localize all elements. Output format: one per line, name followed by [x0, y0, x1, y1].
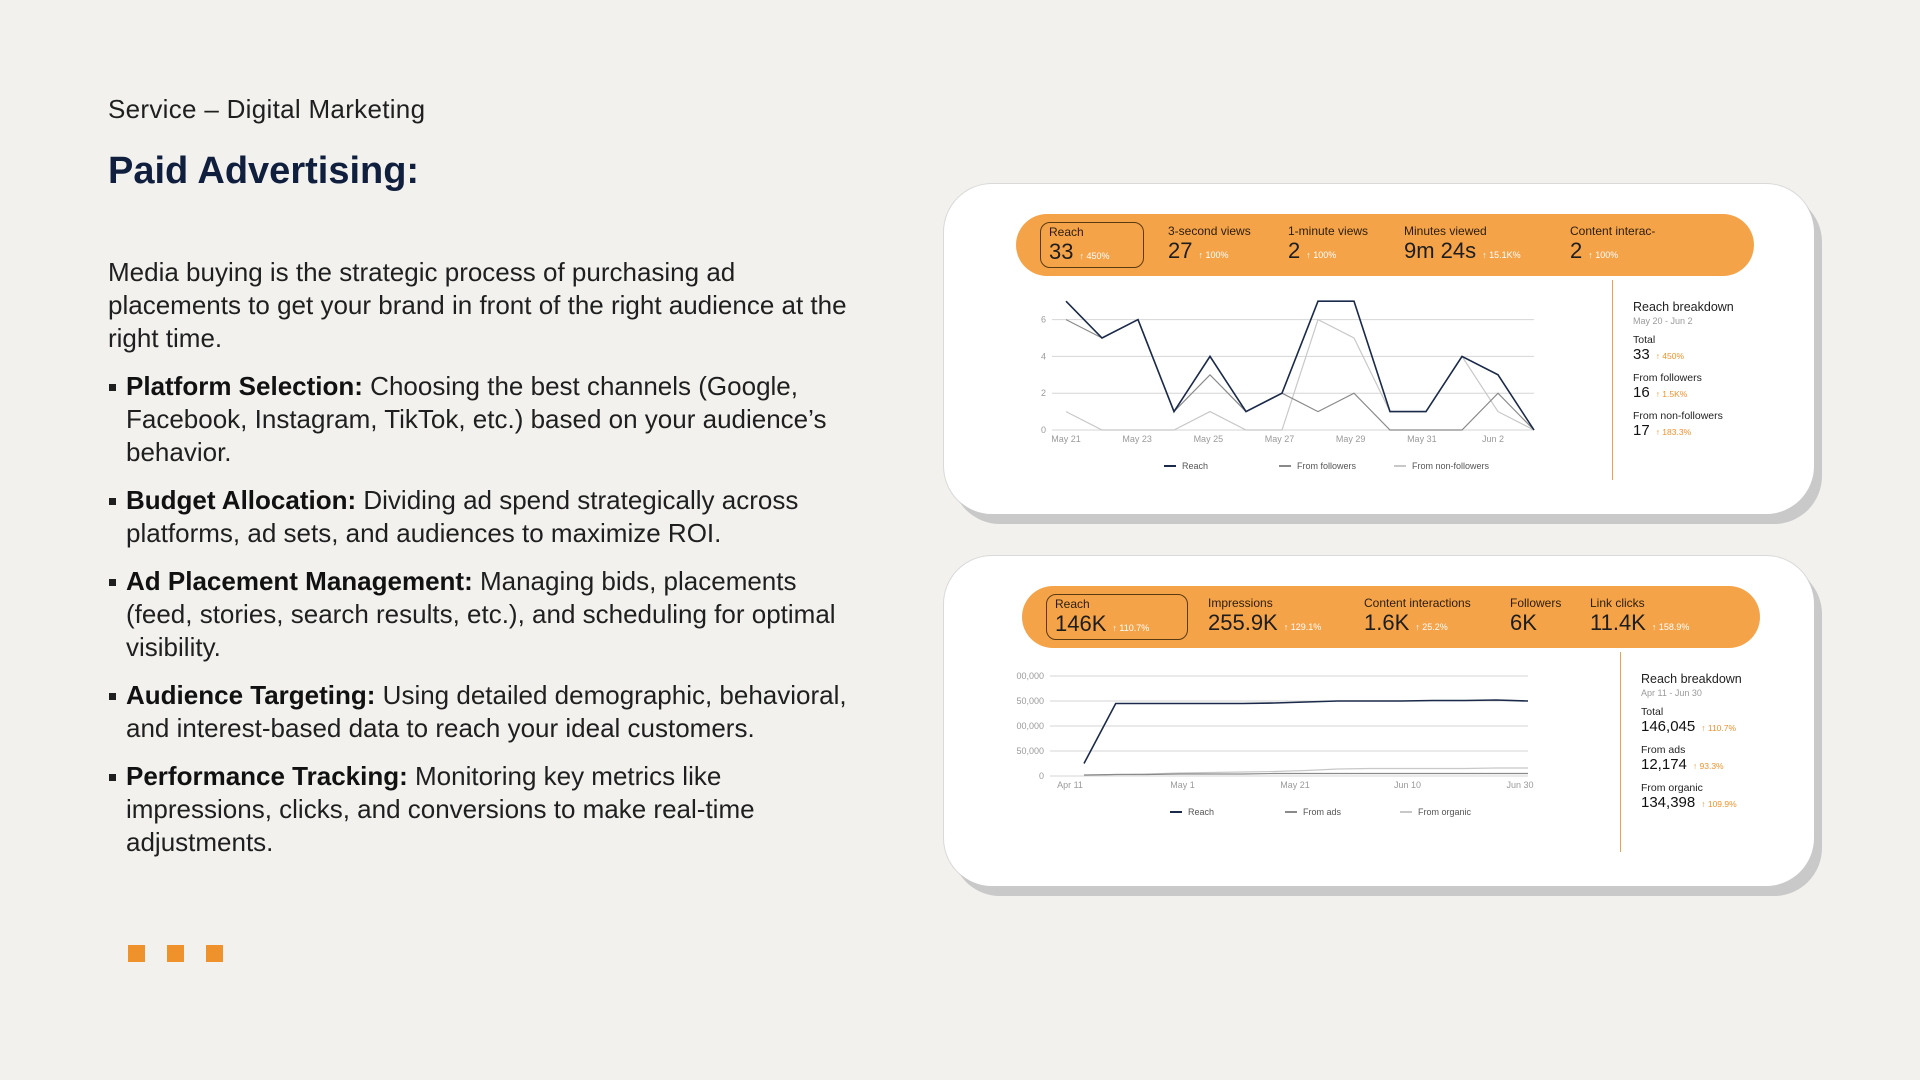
- metric-reach[interactable]: [1046, 594, 1188, 640]
- breakdown-change: ↑ 110.7%: [1701, 723, 1737, 733]
- bullet-text: Using detailed demographic, behavioral, and interest-based data to reach your ideal customers.: [126, 680, 847, 743]
- bullet-text: Choosing the best channels (Google, Facebook, Instagram, TikTok, etc.) based on your audience’s behavior.: [126, 371, 827, 467]
- legend-label: From followers: [1297, 461, 1357, 471]
- analytics-card-reach-short: [944, 184, 1814, 514]
- bullet-term: Audience Targeting:: [126, 680, 376, 710]
- metric-followers[interactable]: [1510, 594, 1561, 640]
- metric-link-clicks[interactable]: [1590, 594, 1689, 640]
- bullet-audience-targeting: [108, 679, 848, 745]
- metric-3s-views[interactable]: [1168, 222, 1251, 268]
- y-tick-label: 2: [1040, 388, 1046, 399]
- bullet-budget-allocation: [108, 484, 848, 550]
- bullet-text: Monitoring key metrics like impressions, clicks, and conversions to make real-time adjustments.: [126, 761, 755, 857]
- y-tick-label: 00,000: [1016, 671, 1044, 681]
- metric-value: 146K: [1055, 611, 1107, 636]
- reach-breakdown-panel: [1620, 652, 1742, 852]
- breakdown-value: 146,045: [1641, 718, 1696, 735]
- breakdown-label: Total: [1633, 334, 1656, 346]
- breakdown-value: 134,398: [1641, 794, 1696, 811]
- metric-change: ↑ 25.2%: [1415, 622, 1448, 632]
- metric-impressions[interactable]: [1208, 594, 1321, 640]
- metric-label: Content interac-: [1570, 224, 1656, 238]
- bullet-term: Budget Allocation:: [126, 485, 357, 515]
- legend-label: Reach: [1182, 461, 1209, 471]
- metric-change: ↑ 158.9%: [1651, 622, 1690, 632]
- series-line-reach: [1066, 301, 1534, 430]
- x-tick-label: May 31: [1407, 434, 1437, 444]
- y-tick-label: 4: [1040, 351, 1046, 362]
- metric-label: Reach: [1055, 597, 1090, 611]
- metric-change: ↑ 129.1%: [1283, 622, 1322, 632]
- reach-breakdown-panel: [1612, 280, 1734, 480]
- y-tick-label: 0: [1038, 771, 1044, 781]
- metric-content-interactions[interactable]: [1364, 594, 1471, 640]
- reach-area-line-chart: [1000, 652, 1600, 862]
- bullet-term: Platform Selection:: [126, 371, 363, 401]
- metric-change: ↑ 100%: [1306, 250, 1337, 260]
- breakdown-label: From ads: [1641, 744, 1686, 756]
- breakdown-change: ↑ 93.3%: [1692, 761, 1724, 771]
- metric-label: Content interactions: [1364, 596, 1471, 610]
- metrics-bar: [1016, 214, 1754, 276]
- legend-label: From non-followers: [1412, 461, 1490, 471]
- metric-value: 11.4K: [1590, 610, 1646, 635]
- breakdown-title: Reach breakdown: [1641, 672, 1742, 686]
- metric-value: 27: [1168, 238, 1193, 263]
- metric-label: 3-second views: [1168, 224, 1251, 238]
- y-tick-label: 00,000: [1016, 721, 1044, 731]
- breakdown-change: ↑ 183.3%: [1655, 427, 1692, 437]
- x-tick-label: May 27: [1264, 434, 1295, 444]
- dot-square-icon: [167, 945, 184, 962]
- dot-square-icon: [206, 945, 223, 962]
- breakdown-title: Reach breakdown: [1633, 300, 1734, 314]
- metric-minutes-viewed[interactable]: [1404, 222, 1521, 268]
- bullet-term: Ad Placement Management:: [126, 566, 473, 596]
- bullet-text: Dividing ad spend strategically across platforms, ad sets, and audiences to maximize ROI.: [126, 485, 799, 548]
- legend-label: From ads: [1303, 807, 1342, 817]
- metric-change: ↑ 100%: [1588, 250, 1619, 260]
- x-tick-label: Apr 11: [1057, 780, 1083, 790]
- y-tick-label: 50,000: [1016, 696, 1044, 706]
- breakdown-change: ↑ 450%: [1655, 351, 1685, 361]
- bullet-text: Managing bids, placements (feed, stories, search results, etc.), and scheduling for optimal visibility.: [126, 566, 836, 662]
- page-title: Paid Advertising:: [108, 150, 420, 192]
- y-tick-label: 6: [1040, 314, 1046, 325]
- metric-label: 1-minute views: [1288, 224, 1369, 238]
- x-tick-label: Jun 30: [1506, 780, 1534, 790]
- metric-content-interactions[interactable]: [1570, 222, 1655, 268]
- metric-label: Followers: [1510, 596, 1562, 610]
- metric-change: ↑ 100%: [1198, 250, 1229, 260]
- bullet-ad-placement: [108, 565, 848, 664]
- legend-label: Reach: [1188, 807, 1215, 817]
- x-tick-label: Jun 10: [1393, 780, 1422, 790]
- breakdown-label: Total: [1641, 706, 1664, 718]
- metric-1m-views[interactable]: [1288, 222, 1368, 268]
- dot-square-icon: [128, 945, 145, 962]
- metrics-bar: [1022, 586, 1760, 648]
- bullet-performance-tracking: [108, 760, 848, 859]
- metric-value: 1.6K: [1364, 610, 1410, 635]
- breakdown-value: 17: [1633, 422, 1650, 439]
- intro-paragraph: Media buying is the strategic process of purchasing ad placements to get your brand in front of the right audience at the right time.: [108, 257, 847, 353]
- x-tick-label: Jun 2: [1481, 434, 1505, 444]
- bullet-term: Performance Tracking:: [126, 761, 408, 791]
- metric-label: Link clicks: [1590, 596, 1645, 610]
- analytics-card-reach-long: [944, 556, 1814, 886]
- breakdown-change: ↑ 109.9%: [1701, 799, 1737, 809]
- service-label: Service – Digital Marketing: [108, 94, 426, 124]
- breakdown-label: From organic: [1641, 782, 1703, 794]
- metric-label: Impressions: [1208, 596, 1273, 610]
- metric-value: 33: [1049, 239, 1074, 264]
- legend-label: From organic: [1418, 807, 1472, 817]
- bullet-platform-selection: [108, 370, 848, 469]
- service-bullet-list: [108, 370, 848, 874]
- metric-value: 6K: [1510, 610, 1537, 635]
- breakdown-label: From non-followers: [1633, 410, 1723, 422]
- metric-value: 9m 24s: [1404, 238, 1477, 263]
- breakdown-change: ↑ 1.5K%: [1655, 389, 1688, 399]
- breakdown-value: 16: [1633, 384, 1650, 401]
- reach-line-chart: [1024, 280, 1584, 490]
- metric-label: Reach: [1049, 225, 1084, 239]
- x-tick-label: May 29: [1335, 434, 1366, 444]
- x-tick-label: May 21: [1280, 780, 1310, 790]
- breakdown-value: 33: [1633, 346, 1650, 363]
- x-tick-label: May 25: [1193, 434, 1224, 444]
- metric-value: 2: [1288, 238, 1301, 263]
- breakdown-range: Apr 11 - Jun 30: [1641, 688, 1702, 698]
- series-line-from-non-followers: [1066, 320, 1534, 430]
- metric-change: ↑ 110.7%: [1112, 623, 1150, 633]
- metric-change: ↑ 450%: [1079, 251, 1110, 261]
- metric-reach[interactable]: [1040, 222, 1144, 268]
- breakdown-value: 12,174: [1641, 756, 1687, 773]
- metric-label: Minutes viewed: [1404, 224, 1487, 238]
- decorative-dots: [128, 945, 223, 962]
- x-tick-label: May 1: [1170, 780, 1195, 790]
- breakdown-range: May 20 - Jun 2: [1633, 316, 1693, 326]
- x-tick-label: May 21: [1051, 434, 1081, 444]
- metric-value: 2: [1570, 238, 1583, 263]
- y-tick-label: 0: [1040, 425, 1046, 435]
- series-line-reach: [1084, 700, 1528, 764]
- y-tick-label: 50,000: [1016, 746, 1044, 756]
- x-tick-label: May 23: [1122, 434, 1152, 444]
- breakdown-label: From followers: [1633, 372, 1702, 384]
- metric-value: 255.9K: [1208, 610, 1278, 635]
- metric-change: ↑ 15.1K%: [1482, 250, 1521, 260]
